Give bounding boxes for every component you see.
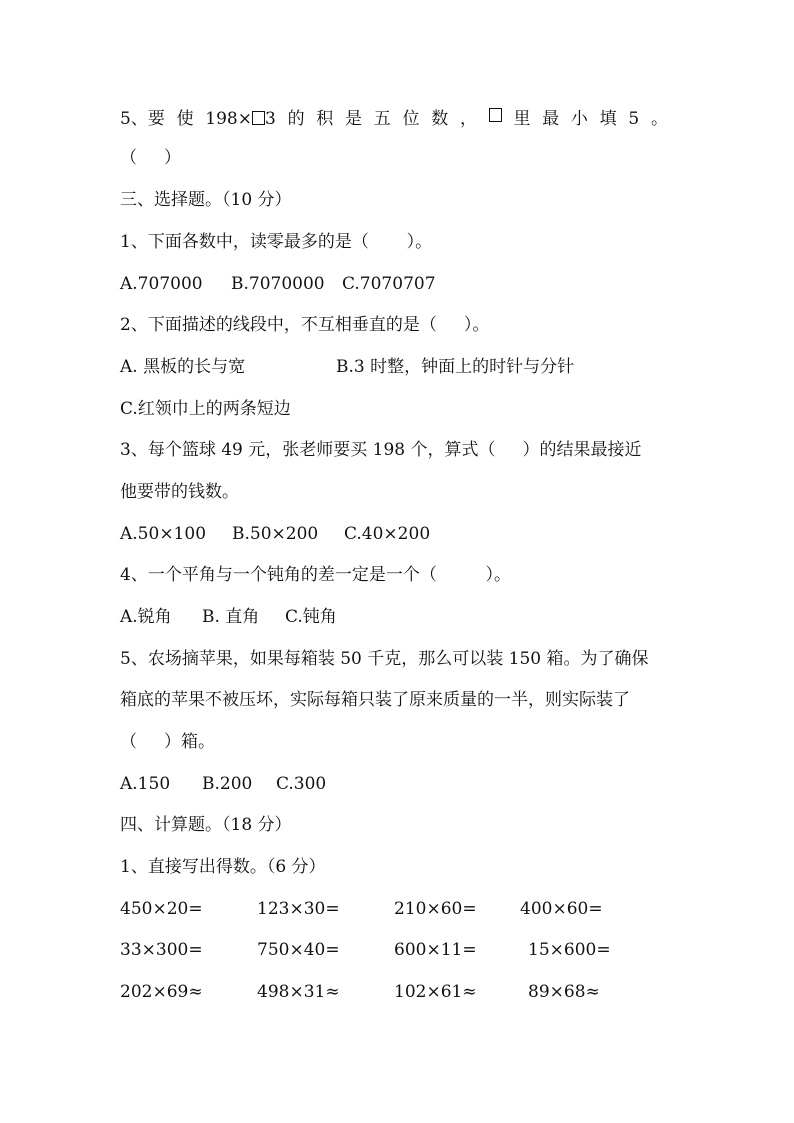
q-part: 五	[373, 109, 391, 129]
option-c: C.7070707	[342, 274, 436, 294]
calc-question-1-title: 1、直接写出得数。（6 分）	[120, 857, 326, 877]
option-c: C.300	[276, 774, 327, 794]
option-a: A.50×100	[120, 524, 207, 544]
q-part: 最	[542, 109, 560, 129]
q-part: 5、要	[120, 109, 165, 129]
section-three-heading: 三、选择题。（10 分）	[120, 190, 292, 210]
question-two-5-line	[120, 108, 668, 130]
option-b: B.3 时整，钟面上的时针与分针	[336, 357, 575, 377]
section-four-heading: 四、计算题。（18 分）	[120, 815, 292, 835]
question-3-line2: 他要带的钱数。	[120, 482, 239, 502]
option-b: B.200	[202, 774, 253, 794]
judge-answer-blank: （ ）	[120, 148, 182, 168]
option-a: A.707000	[120, 274, 203, 294]
calc-item: 210×60=	[394, 899, 477, 919]
q-part: 位	[402, 109, 420, 129]
calc-item: 202×69≈	[120, 982, 203, 1002]
q-part: 使	[176, 109, 194, 129]
option-b: B.50×200	[232, 524, 319, 544]
question-5-line1: 5、农场摘苹果，如果每箱装 50 千克，那么可以装 150 箱。为了确保	[120, 649, 649, 669]
calc-item: 15×600=	[528, 940, 611, 960]
question-5-line3: （ ）箱。	[120, 732, 216, 752]
question-3-line1: 3、每个篮球 49 元，张老师要买 198 个，算式（ ）的结果最接近	[120, 440, 642, 460]
question-5-line2: 箱底的苹果不被压坏，实际每箱只装了原来质量的一半，则实际装了	[120, 690, 630, 710]
calc-item: 123×30=	[257, 899, 340, 919]
option-c: C.40×200	[344, 524, 431, 544]
calc-item: 450×20=	[120, 899, 203, 919]
blank-box	[252, 111, 265, 125]
question-1: 1、下面各数中，读零最多的是（ ）。	[120, 232, 433, 252]
option-a: A.锐角	[120, 607, 172, 627]
q-part: 是	[345, 109, 363, 129]
calc-item: 498×31≈	[257, 982, 340, 1002]
q-part: 小	[570, 109, 588, 129]
option-a: A.150	[120, 774, 171, 794]
option-c: C.钝角	[285, 607, 337, 627]
calc-item: 400×60=	[520, 899, 603, 919]
q-part: 填	[599, 109, 617, 129]
q-part: 5	[628, 109, 640, 129]
q-part-with-box: 198× 3	[205, 109, 276, 129]
option-b: B. 直角	[202, 607, 260, 627]
option-c: C.红领巾上的两条短边	[120, 399, 291, 419]
q-part: 数	[431, 109, 449, 129]
calc-item: 102×61≈	[394, 982, 477, 1002]
option-a: A. 黑板的长与宽	[120, 357, 246, 377]
calc-item: 750×40=	[257, 940, 340, 960]
option-b: B.7070000	[231, 274, 325, 294]
blank-box	[489, 108, 502, 122]
calc-item: 89×68≈	[528, 982, 600, 1002]
q-part: 。	[650, 109, 668, 129]
question-2: 2、下面描述的线段中，不互相垂直的是（ ）。	[120, 315, 490, 335]
q-part: 的	[287, 109, 305, 129]
q-part: 积	[316, 109, 334, 129]
q-part: 里	[513, 109, 531, 129]
calc-item: 600×11=	[394, 940, 477, 960]
calc-item: 33×300=	[120, 940, 203, 960]
q-part: ，	[459, 109, 477, 129]
question-4: 4、一个平角与一个钝角的差一定是一个（ ）。	[120, 565, 511, 585]
